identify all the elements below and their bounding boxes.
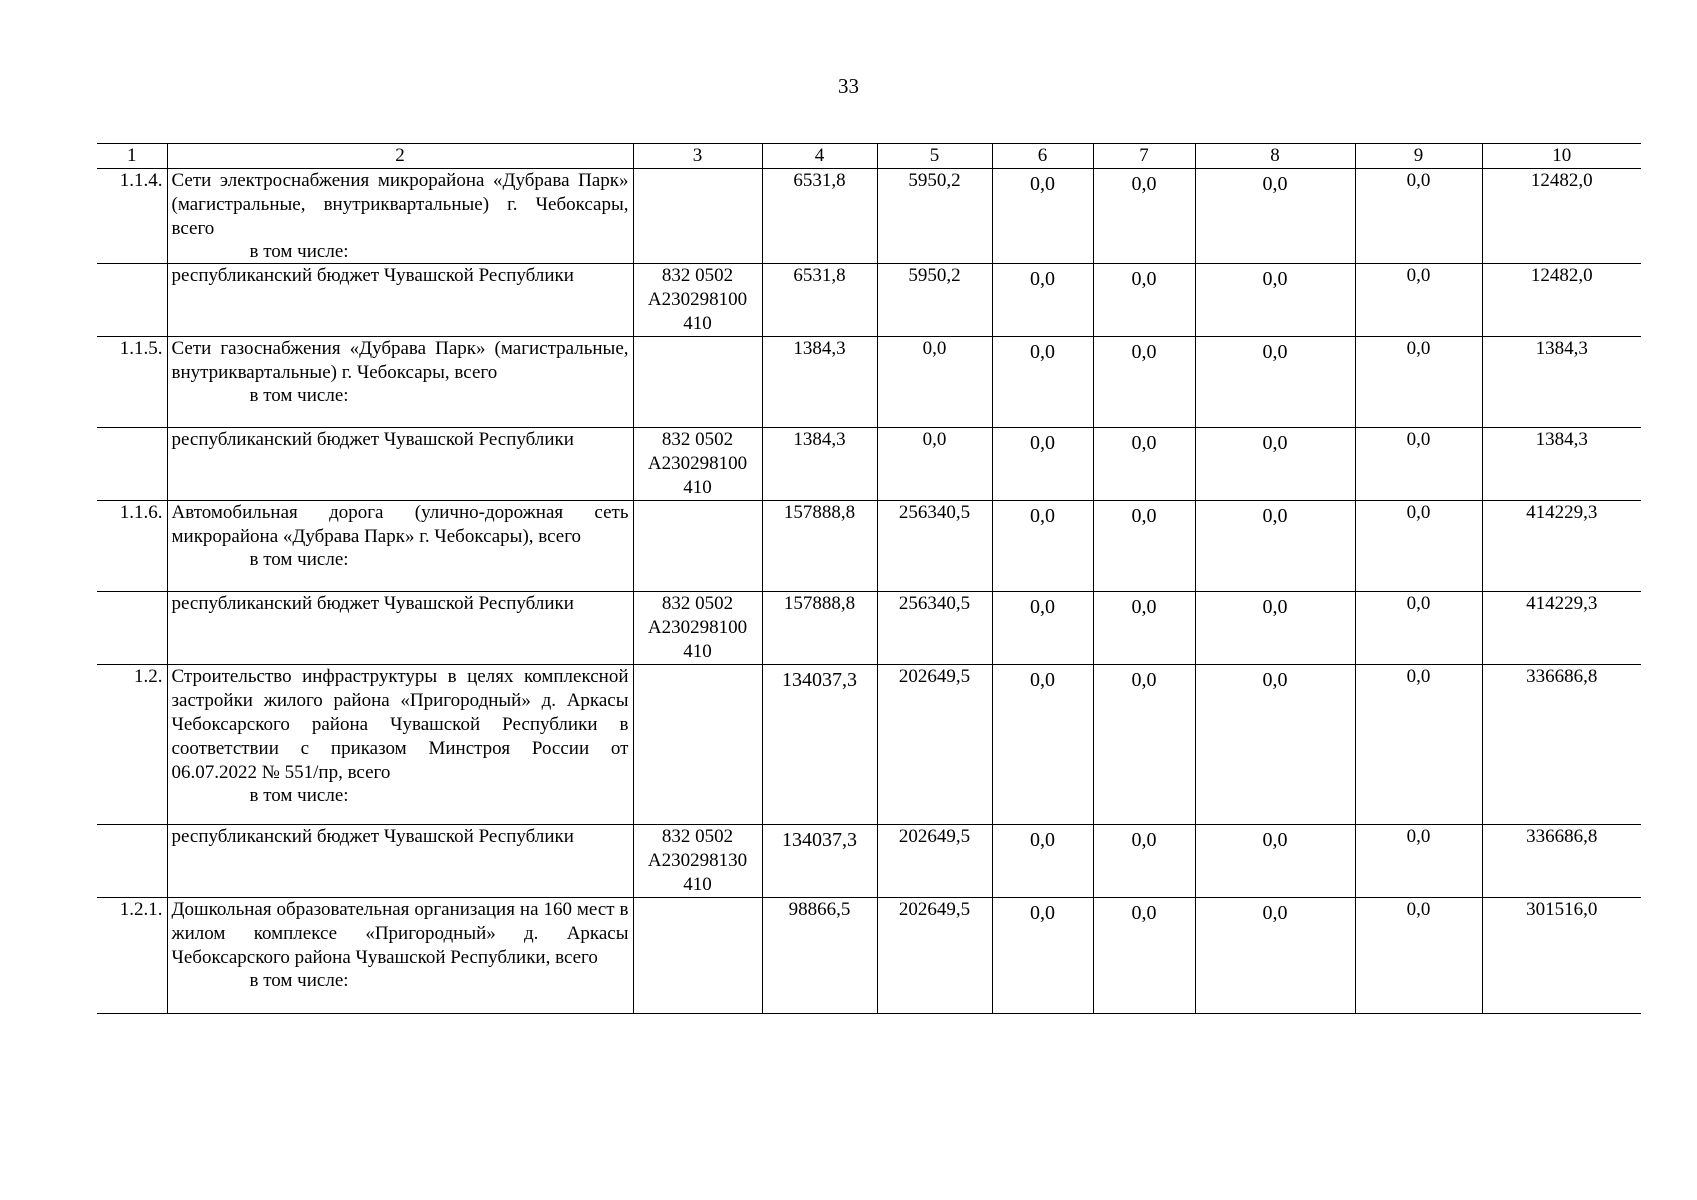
column-header: 1 [97, 144, 167, 169]
header-row [97, 144, 1641, 169]
budget-code-cell [633, 264, 762, 337]
value-cell-col-8: 0,0 [1195, 428, 1355, 501]
value-cell-col-5: 202649,5 [877, 825, 992, 898]
value-cell-col-9: 0,0 [1355, 592, 1482, 665]
column-header: 10 [1482, 144, 1641, 169]
value-cell-col-4: 157888,8 [762, 501, 877, 592]
row-name-cell [167, 264, 633, 337]
budget-code-line: А230298100 [647, 289, 748, 310]
row-name-cell [167, 501, 633, 592]
column-header: 6 [992, 144, 1093, 169]
row-number [97, 428, 167, 501]
row-number [97, 264, 167, 337]
value-cell-col-4: 1384,3 [762, 428, 877, 501]
column-header: 7 [1093, 144, 1195, 169]
value-cell-col-7: 0,0 [1093, 169, 1195, 264]
table-body [97, 144, 1641, 1014]
value-cell-col-8: 0,0 [1195, 337, 1355, 428]
page-number: 33 [838, 74, 859, 98]
column-header: 3 [633, 144, 762, 169]
value-cell-col-7: 0,0 [1093, 428, 1195, 501]
value-cell-col-4: 134037,3 [762, 825, 877, 898]
table-row [97, 898, 1641, 1014]
row-sub-label: в том числе: [249, 241, 349, 262]
value-cell-col-8: 0,0 [1195, 898, 1355, 1014]
value-cell-col-5: 256340,5 [877, 501, 992, 592]
value-cell-col-10: 301516,0 [1482, 898, 1641, 1014]
value-cell-col-8: 0,0 [1195, 501, 1355, 592]
value-cell-col-10: 414229,3 [1482, 501, 1641, 592]
row-sub-label: в том числе: [249, 549, 349, 570]
table-row [97, 169, 1641, 264]
budget-code-line: 410 [683, 313, 712, 334]
row-number: 1.1.4. [97, 169, 167, 264]
row-sub-label: в том числе: [249, 970, 349, 991]
row-name-cell [167, 665, 633, 825]
value-cell-col-6: 0,0 [992, 501, 1093, 592]
value-cell-col-9: 0,0 [1355, 337, 1482, 428]
row-number [97, 592, 167, 665]
value-cell-col-10: 1384,3 [1482, 428, 1641, 501]
row-number: 1.2. [97, 665, 167, 825]
value-cell-col-7: 0,0 [1093, 898, 1195, 1014]
budget-code-cell [633, 501, 762, 592]
value-cell-col-8: 0,0 [1195, 592, 1355, 665]
value-cell-col-8: 0,0 [1195, 665, 1355, 825]
value-cell-col-7: 0,0 [1093, 501, 1195, 592]
row-name-cell [167, 898, 633, 1014]
value-cell-col-8: 0,0 [1195, 169, 1355, 264]
value-cell-col-8: 0,0 [1195, 264, 1355, 337]
value-cell-col-8: 0,0 [1195, 825, 1355, 898]
row-sub-label: в том числе: [249, 785, 349, 806]
value-cell-col-5: 202649,5 [877, 898, 992, 1014]
value-cell-col-6: 0,0 [992, 665, 1093, 825]
value-cell-col-9: 0,0 [1355, 825, 1482, 898]
row-number: 1.1.6. [97, 501, 167, 592]
budget-code-cell [633, 592, 762, 665]
row-number [97, 825, 167, 898]
budget-code-line: 410 [683, 477, 712, 498]
value-cell-col-4: 157888,8 [762, 592, 877, 665]
value-cell-col-6: 0,0 [992, 592, 1093, 665]
value-cell-col-9: 0,0 [1355, 169, 1482, 264]
table-row [97, 665, 1641, 825]
value-cell-col-10: 414229,3 [1482, 592, 1641, 665]
value-cell-col-7: 0,0 [1093, 825, 1195, 898]
value-cell-col-6: 0,0 [992, 337, 1093, 428]
value-cell-col-4: 134037,3 [762, 665, 877, 825]
value-cell-col-5: 256340,5 [877, 592, 992, 665]
column-header: 2 [167, 144, 633, 169]
budget-code-cell [633, 898, 762, 1014]
row-number: 1.1.5. [97, 337, 167, 428]
column-header: 5 [877, 144, 992, 169]
row-sub-label: в том числе: [249, 385, 349, 406]
value-cell-col-6: 0,0 [992, 264, 1093, 337]
row-number: 1.2.1. [97, 898, 167, 1014]
value-cell-col-5: 0,0 [877, 428, 992, 501]
column-header: 9 [1355, 144, 1482, 169]
value-cell-col-6: 0,0 [992, 428, 1093, 501]
table-row [97, 428, 1641, 501]
row-name: республиканский бюджет Чувашской Республики [171, 429, 574, 450]
table-row [97, 825, 1641, 898]
value-cell-col-4: 6531,8 [762, 264, 877, 337]
budget-code-line: 410 [683, 874, 712, 895]
value-cell-col-9: 0,0 [1355, 898, 1482, 1014]
row-name: республиканский бюджет Чувашской Республики [171, 265, 574, 286]
value-cell-col-6: 0,0 [992, 169, 1093, 264]
table-row [97, 592, 1641, 665]
budget-code-line: 832 0502 [661, 429, 734, 450]
value-cell-col-10: 1384,3 [1482, 337, 1641, 428]
value-cell-col-5: 202649,5 [877, 665, 992, 825]
row-name-cell [167, 825, 633, 898]
budget-code-line: 832 0502 [661, 265, 734, 286]
budget-code-line: А230298100 [647, 453, 748, 474]
row-name: Сети газоснабжения «Дубрава Парк» (магистральные, внутриквартальные) г. Чебоксары, всего [171, 338, 629, 383]
value-cell-col-7: 0,0 [1093, 337, 1195, 428]
value-cell-col-4: 1384,3 [762, 337, 877, 428]
column-header: 8 [1195, 144, 1355, 169]
value-cell-col-6: 0,0 [992, 825, 1093, 898]
row-name-cell [167, 169, 633, 264]
value-cell-col-7: 0,0 [1093, 264, 1195, 337]
value-cell-col-10: 336686,8 [1482, 665, 1641, 825]
value-cell-col-10: 12482,0 [1482, 264, 1641, 337]
budget-code-cell [633, 665, 762, 825]
table-row [97, 264, 1641, 337]
value-cell-col-9: 0,0 [1355, 264, 1482, 337]
value-cell-col-10: 336686,8 [1482, 825, 1641, 898]
value-cell-col-9: 0,0 [1355, 428, 1482, 501]
value-cell-col-7: 0,0 [1093, 665, 1195, 825]
value-cell-col-10: 12482,0 [1482, 169, 1641, 264]
value-cell-col-5: 5950,2 [877, 264, 992, 337]
column-header: 4 [762, 144, 877, 169]
budget-code-line: 832 0502 [661, 826, 734, 847]
row-name: Строительство инфраструктуры в целях комплексной застройки жилого района «Пригородный» д. Аркасы Чебоксарского района Чувашской Республики в соответствии с приказом Минстроя России от 06.07.2022 № 551/пр, всего [171, 666, 629, 783]
value-cell-col-9: 0,0 [1355, 501, 1482, 592]
value-cell-col-4: 6531,8 [762, 169, 877, 264]
table-row [97, 337, 1641, 428]
value-cell-col-5: 5950,2 [877, 169, 992, 264]
value-cell-col-5: 0,0 [877, 337, 992, 428]
row-name-cell [167, 428, 633, 501]
row-name: Дошкольная образовательная организация на 160 мест в жилом комплексе «Пригородный» д. Аркасы Чебоксарского района Чувашской Республики, всего [171, 899, 629, 968]
row-name-cell [167, 592, 633, 665]
budget-code-cell [633, 169, 762, 264]
budget-code-cell [633, 428, 762, 501]
row-name: республиканский бюджет Чувашской Республики [171, 826, 574, 847]
budget-code-line: 832 0502 [661, 593, 734, 614]
budget-table [97, 143, 1641, 1014]
row-name: республиканский бюджет Чувашской Республики [171, 593, 574, 614]
table-row [97, 501, 1641, 592]
value-cell-col-4: 98866,5 [762, 898, 877, 1014]
budget-code-cell [633, 825, 762, 898]
row-name: Сети электроснабжения микрорайона «Дубрава Парк» (магистральные, внутриквартальные) г. Чебоксары, всего [171, 170, 629, 239]
budget-code-line: А230298130 [647, 850, 748, 871]
row-name: Автомобильная дорога (улично-дорожная сеть микрорайона «Дубрава Парк» г. Чебоксары), всего [171, 502, 629, 547]
row-name-cell [167, 337, 633, 428]
budget-code-line: 410 [683, 641, 712, 662]
value-cell-col-6: 0,0 [992, 898, 1093, 1014]
budget-code-cell [633, 337, 762, 428]
budget-code-line: А230298100 [647, 617, 748, 638]
value-cell-col-7: 0,0 [1093, 592, 1195, 665]
value-cell-col-9: 0,0 [1355, 665, 1482, 825]
